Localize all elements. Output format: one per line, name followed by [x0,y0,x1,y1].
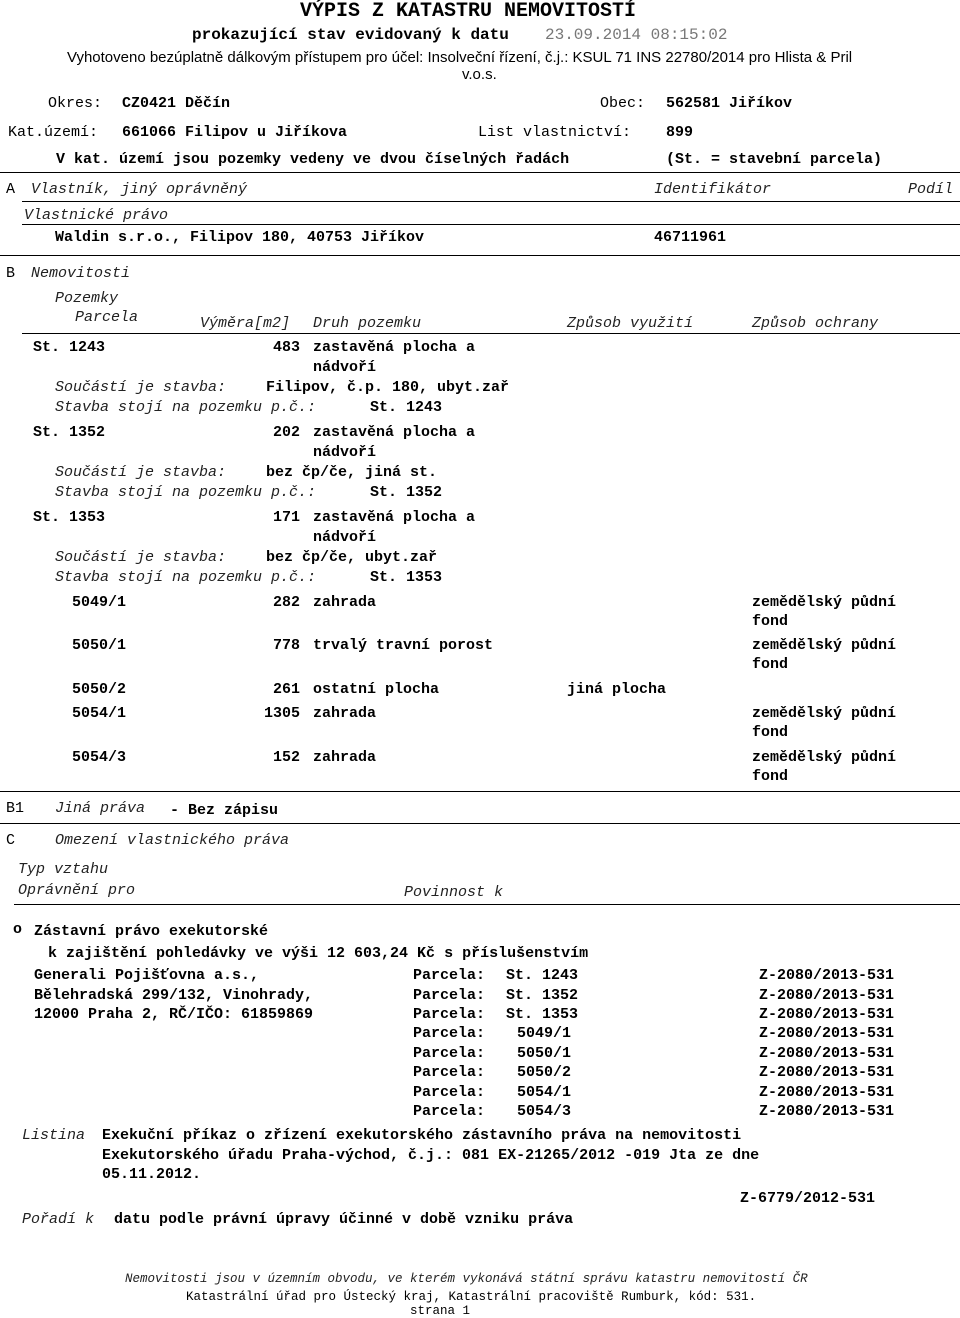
lien-parcel-value: 5054/3 [517,1103,572,1120]
lien-reference: Z-2080/2013-531 [759,1084,895,1101]
list-value: 899 [666,124,694,141]
vymera-value: 171 [272,509,300,526]
lien-reference: Z-2080/2013-531 [759,987,895,1004]
parcela-number: 5050/1 [72,637,127,654]
stavba-stoji-value: St. 1352 [370,484,443,501]
lien-reference: Z-2080/2013-531 [759,1045,895,1062]
soucasti-value: bez čp/če, ubyt.zař [266,549,438,566]
section-b-title: Nemovitosti [31,265,131,282]
druh-value-cont: nádvoří [313,359,377,376]
lien-title: Zástavní právo exekutorské [34,923,269,940]
soucasti-label: Součástí je stavba: [55,549,227,566]
stavba-stoji-value: St. 1353 [370,569,443,586]
druh-value: ostatní plocha [313,681,440,698]
parcela-label: Parcela: [413,1064,486,1081]
creditor-line: Bělehradská 299/132, Vinohrady, [34,987,314,1004]
listina-text: Exekuční příkaz o zřízení exekutorského zástavního práva na nemovitosti [102,1127,742,1144]
lien-parcel-value: St. 1243 [506,967,579,984]
section-b1-letter: B1 [6,800,25,817]
parcela-number: 5054/3 [72,749,127,766]
obec-label: Obec: [600,95,646,112]
divider [14,904,960,905]
parcela-label: Parcela: [413,1045,486,1062]
parcela-label: Parcela: [413,1084,486,1101]
footer-line-1: Nemovitosti jsou v územním obvodu, ve kterém vykonává státní správu katastru nemovitostí ČR [125,1272,808,1286]
col-opravneni: Oprávnění pro [18,882,136,899]
druh-value: zahrada [313,749,377,766]
col-druh: Druh pozemku [313,315,422,332]
vymera-value: 202 [272,424,300,441]
parcela-label: Parcela: [413,1006,486,1023]
parcela-number: St. 1352 [33,424,106,441]
section-b1-title: Jiná práva [55,800,146,817]
druh-value: zastavěná plocha a [313,509,476,526]
list-label: List vlastnictví: [478,124,632,141]
soucasti-value: Filipov, č.p. 180, ubyt.zař [266,379,510,396]
generated-line-1: Vyhotoveno bezúplatně dálkovým přístupem pro účel: Insolveční řízení, č.j.: KSUL 71 INS 22780/2014 pro Hlista & Pril [67,49,853,66]
ochrana-value: zemědělský půdní [752,705,897,722]
lien-reference: Z-2080/2013-531 [759,1103,895,1120]
section-a-subtitle: Vlastnické právo [24,207,169,224]
col-povinnost: Povinnost k [404,884,504,901]
col-podil: Podíl [908,181,954,198]
soucasti-value: bez čp/če, jiná st. [266,464,438,481]
page-number: strana 1 [410,1304,471,1318]
vyuziti-value: jiná plocha [567,681,667,698]
ochrana-value: zemědělský půdní [752,594,897,611]
druh-value-cont: nádvoří [313,444,377,461]
listina-text: 05.11.2012. [102,1166,202,1183]
vymera-value: 261 [272,681,300,698]
parcela-number: 5054/1 [72,705,127,722]
listina-reference: Z-6779/2012-531 [740,1190,876,1207]
ochrana-value-cont: fond [752,768,789,785]
ochrana-value: zemědělský půdní [752,749,897,766]
divider [0,823,960,824]
druh-value: trvalý travní porost [313,637,494,654]
druh-value: zahrada [313,594,377,611]
parcela-number: St. 1353 [33,509,106,526]
vymera-value: 1305 [263,705,300,722]
lien-reference: Z-2080/2013-531 [759,1025,895,1042]
parcela-label: Parcela: [413,987,486,1004]
section-b-letter: B [6,265,16,282]
subtitle-date: 23.09.2014 08:15:02 [545,26,728,44]
section-a-title: Vlastník, jiný oprávněný [31,181,248,198]
druh-value: zastavěná plocha a [313,424,476,441]
lien-reference: Z-2080/2013-531 [759,1064,895,1081]
lien-parcel-value: 5049/1 [517,1025,572,1042]
lien-parcel-value: 5054/1 [517,1084,572,1101]
parcela-number: St. 1243 [33,339,106,356]
page-title: VÝPIS Z KATASTRU NEMOVITOSTÍ [300,0,637,23]
ochrana-value-cont: fond [752,656,789,673]
vymera-value: 483 [272,339,300,356]
divider [0,255,960,256]
lien-parcel-value: St. 1353 [506,1006,579,1023]
ochrana-value-cont: fond [752,724,789,741]
generated-line-2: v.o.s. [462,66,497,83]
stavba-stoji-label: Stavba stojí na pozemku p.č.: [55,484,317,501]
stavba-stoji-label: Stavba stojí na pozemku p.č.: [55,569,317,586]
section-c-letter: C [6,832,16,849]
col-identifikator: Identifikátor [654,181,772,198]
poradi-label: Pořadí k [22,1211,95,1228]
creditor-line: Generali Pojišťovna a.s., [34,967,260,984]
ochrana-value-cont: fond [752,613,789,630]
subtitle-label: prokazující stav evidovaný k datu [192,26,509,44]
divider [22,201,960,202]
section-b1-value: - Bez zápisu [170,802,279,819]
col-vymera: Výměra[m2] [200,315,291,332]
owner-id: 46711961 [654,229,727,246]
listina-label: Listina [22,1127,86,1144]
series-note: V kat. území jsou pozemky vedeny ve dvou číselných řadách [56,151,570,168]
parcela-number: 5050/2 [72,681,127,698]
stavba-stoji-value: St. 1243 [370,399,443,416]
col-zpusob-ochrany: Způsob ochrany [752,315,879,332]
divider [22,224,960,225]
series-note-right: (St. = stavební parcela) [666,151,883,168]
lien-parcel-value: 5050/2 [517,1064,572,1081]
bullet-icon: o [13,921,23,938]
col-parcela: Parcela [75,309,139,326]
creditor-line: 12000 Praha 2, RČ/IČO: 61859869 [34,1006,314,1023]
katuzemi-label: Kat.území: [8,124,99,141]
listina-text: Exekutorského úřadu Praha-východ, č.j.: 081 EX-21265/2012 -019 Jta ze dne [102,1147,760,1164]
obec-value: 562581 Jiříkov [666,95,793,112]
section-c-title: Omezení vlastnického práva [55,832,290,849]
poradi-text: datu podle právní úpravy účinné v době vzniku práva [114,1211,574,1228]
lien-parcel-value: 5050/1 [517,1045,572,1062]
katuzemi-value: 661066 Filipov u Jiříkova [122,124,348,141]
druh-value: zahrada [313,705,377,722]
divider [22,333,960,334]
druh-value: zastavěná plocha a [313,339,476,356]
okres-value: CZ0421 Děčín [122,95,231,112]
stavba-stoji-label: Stavba stojí na pozemku p.č.: [55,399,317,416]
parcela-number: 5049/1 [72,594,127,611]
soucasti-label: Součástí je stavba: [55,464,227,481]
lien-parcel-value: St. 1352 [506,987,579,1004]
col-typ-vztahu: Typ vztahu [18,861,109,878]
lien-reference: Z-2080/2013-531 [759,1006,895,1023]
vymera-value: 778 [272,637,300,654]
col-zpusob-vyuziti: Způsob využití [567,315,694,332]
vymera-value: 282 [272,594,300,611]
druh-value-cont: nádvoří [313,529,377,546]
divider [0,172,960,173]
parcela-label: Parcela: [413,967,486,984]
vymera-value: 152 [272,749,300,766]
section-b-subtitle: Pozemky [55,290,119,307]
owner-name: Waldin s.r.o., Filipov 180, 40753 Jiříkov [55,229,425,246]
okres-label: Okres: [48,95,103,112]
footer-line-2: Katastrální úřad pro Ústecký kraj, Katastrální pracoviště Rumburk, kód: 531. [186,1290,757,1304]
section-a-letter: A [6,181,16,198]
parcela-label: Parcela: [413,1103,486,1120]
lien-reference: Z-2080/2013-531 [759,967,895,984]
parcela-label: Parcela: [413,1025,486,1042]
soucasti-label: Součástí je stavba: [55,379,227,396]
divider [0,791,960,792]
ochrana-value: zemědělský půdní [752,637,897,654]
lien-description: k zajištění pohledávky ve výši 12 603,24 Kč s příslušenstvím [48,945,589,962]
